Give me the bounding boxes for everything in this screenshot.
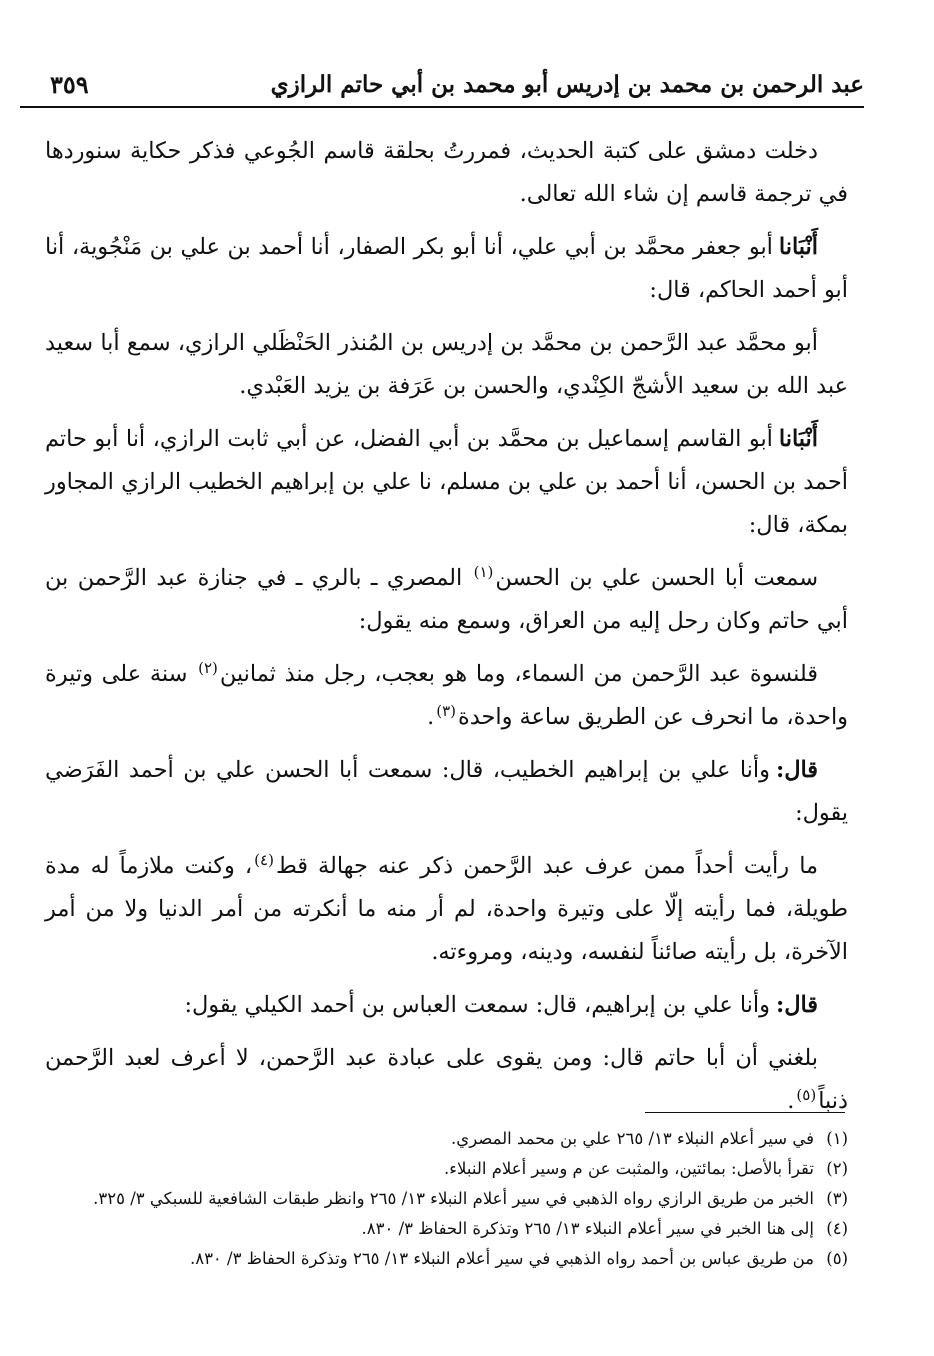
- paragraph: [45, 845, 848, 974]
- paragraph-text: .: [787, 1088, 795, 1114]
- paragraph-text: قلنسوة عبد الرَّحمن من السماء، وما هو بعجب، رجل منذ ثمانين: [219, 661, 819, 687]
- paragraph: [45, 322, 848, 408]
- footnote-text: إلى هنا الخبر في سير أعلام النبلاء ١٣/ ٢٦٥ وتذكرة الحفاظ ٣/ ٨٣٠.: [361, 1219, 814, 1238]
- footnote-reference[interactable]: (٢): [198, 658, 218, 677]
- footnote-text: الخبر من طريق الرازي رواه الذهبي في سير أعلام النبلاء ١٣/ ٢٦٥ وانظر طبقات الشافعية للسبكي ٣/ ٣٢٥.: [93, 1189, 814, 1208]
- paragraph-text: ، وكنت ملازماً له مدة طويلة، فما رأيته إلّا على وتيرة واحدة، لم أر منه ما أنكرته من أمر الدنيا ولا من أمر الآخرة، بل رأيته صائناً لنفسه، ودينه، ومروءته.: [45, 853, 848, 965]
- paragraph-text: سمعت أبا الحسن علي بن الحسن: [495, 565, 818, 591]
- footnote-reference[interactable]: (٣): [436, 701, 457, 720]
- main-text: [45, 130, 848, 1133]
- paragraph: [45, 418, 848, 547]
- paragraph-text: أبو القاسم إسماعيل بن محمَّد بن أبي الفضل، عن أبي ثابت الرازي، أنا أبو حاتم أحمد بن الحسن، أنا أحمد بن علي بن مسلم، نا علي بن إبراهيم الخطيب الرازي المجاور بمكة، قال:: [45, 426, 848, 538]
- footnote: [45, 1184, 848, 1214]
- footnote-text: تقرأ بالأصل: بمائتين، والمثبت عن م وسير أعلام النبلاء.: [444, 1159, 814, 1178]
- paragraph-text: دخلت دمشق على كتبة الحديث، فمررتُ بحلقة قاسم الجُوعي فذكر حكاية سنوردها في ترجمة قاسم إن شاء الله تعالى.: [45, 138, 848, 207]
- paragraph: [45, 984, 848, 1027]
- paragraph-text: أبو محمَّد عبد الرَّحمن بن محمَّد بن إدريس بن المُنذر الحَنْظَلي الرازي، سمع أبا سعيد عبد الله بن سعيد الأشجّ الكِنْدي، والحسن بن عَرَفة بن يزيد العَبْدي.: [45, 330, 848, 399]
- footnote-number: (٣): [826, 1189, 848, 1208]
- running-title: عبد الرحمن بن محمد بن إدريس أبو محمد بن أبي حاتم الرازي: [270, 70, 864, 98]
- paragraph-text: أبو جعفر محمَّد بن أبي علي، أنا أبو بكر الصفار، أنا أحمد بن علي بن مَنْجُوية، أنا أبو أحمد الحاكم، قال:: [45, 234, 848, 303]
- footnote-number: (٥): [826, 1249, 848, 1268]
- footnote: [45, 1124, 848, 1154]
- page-header: [20, 62, 864, 108]
- paragraph-text: المصري ـ بالري ـ في جنازة عبد الرَّحمن بن أبي حاتم وكان رحل إليه من العراق، وسمع منه يقول:: [45, 565, 848, 634]
- footnote: [45, 1154, 848, 1184]
- paragraph-text: بلغني أن أبا حاتم قال: ومن يقوى على عبادة عبد الرَّحمن، لا أعرف لعبد الرَّحمن ذنباً: [45, 1045, 848, 1114]
- transmission-label: أَنْبَانا: [778, 234, 818, 260]
- footnote-divider: [645, 1112, 845, 1113]
- page-number: ٣٥٩: [50, 69, 89, 99]
- paragraph: [45, 557, 848, 643]
- footnote-reference[interactable]: (٤): [254, 850, 274, 869]
- footnote: [45, 1214, 848, 1244]
- footnote-reference[interactable]: (١): [473, 562, 494, 581]
- footnote-number: (١): [826, 1129, 848, 1148]
- paragraph: [45, 130, 848, 216]
- footnote-reference[interactable]: (٥): [796, 1085, 817, 1104]
- paragraph: [45, 1037, 848, 1123]
- paragraph: [45, 749, 848, 835]
- footnote: [45, 1244, 848, 1274]
- paragraph-text: ما رأيت أحداً ممن عرف عبد الرَّحمن ذكر عنه جهالة قط: [275, 853, 819, 879]
- paragraph-text: وأنا علي بن إبراهيم، قال: سمعت العباس بن أحمد الكيلي يقول:: [184, 992, 770, 1018]
- footnotes: [45, 1124, 848, 1274]
- footnote-number: (٢): [826, 1159, 848, 1178]
- footnote-text: من طريق عباس بن أحمد رواه الذهبي في سير أعلام النبلاء ١٣/ ٢٦٥ وتذكرة الحفاظ ٣/ ٨٣٠.: [189, 1249, 814, 1268]
- paragraph-text: سنة على وتيرة واحدة، ما انحرف عن الطريق ساعة واحدة: [45, 661, 848, 730]
- paragraph: [45, 226, 848, 312]
- footnote-number: (٤): [826, 1219, 848, 1238]
- paragraph: [45, 653, 848, 739]
- footnote-text: في سير أعلام النبلاء ١٣/ ٢٦٥ علي بن محمد المصري.: [451, 1129, 814, 1148]
- paragraph-text: .: [427, 704, 435, 730]
- speaker-label: قال:: [775, 992, 818, 1018]
- transmission-label: أَنْبَانا: [778, 426, 818, 452]
- paragraph-text: وأنا علي بن إبراهيم الخطيب، قال: سمعت أبا الحسن علي بن أحمد الفَرَضي يقول:: [45, 757, 848, 826]
- speaker-label: قال:: [775, 757, 818, 783]
